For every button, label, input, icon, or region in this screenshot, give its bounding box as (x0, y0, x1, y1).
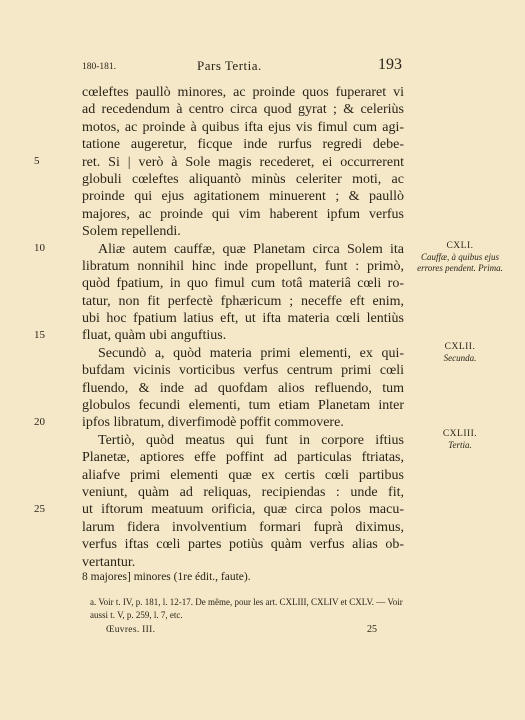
text-line: ut iftorum meatuum orificia, quæ circa polos macu- (82, 502, 404, 518)
text-line: Secundò a, quòd materia primi elementi, ex qui- (98, 345, 404, 361)
margin-note-text: Tertia. (448, 440, 472, 450)
text-line: verfus iftas cœli partes potiùs quàm verfus alias ob- (82, 537, 404, 553)
text-line: motos, ac proinde à quibus ifta ejus vis fimul cum agi- (82, 119, 404, 135)
running-header (82, 56, 402, 78)
header-page-range: 180-181. (82, 62, 117, 72)
text-line: quòd fpatium, in quo fimul cum totâ materiâ cœli ro- (82, 276, 404, 292)
text-line: aliafve primi elementi quæ ex certis cœli partibus (82, 467, 404, 483)
text-line: ipfos libratum, diverfimodè poffit commovere. (82, 415, 344, 431)
text-line: fluat, quàm ubi anguftius. (82, 328, 227, 344)
header-title: Pars Tertia. (197, 58, 262, 73)
line-number: 20 (34, 416, 45, 428)
text-line: ad recedendum à centro circa quod gyrat ; & celeriùs (82, 102, 404, 118)
page-number: 193 (378, 56, 402, 73)
text-line: globuli cœleftes aliquantò minùs celeriter moti, ac (82, 171, 404, 187)
margin-note-number: CXLII. (444, 342, 476, 352)
text-line: ret. Si | verò à Sole magis recederet, ei occurrerent (82, 154, 404, 170)
text-line: veniunt, quàm ad reliquas, recipiendas : unde fit, (82, 484, 404, 500)
text-line: Tertiò, quòd meatus qui funt in corpore iftius (98, 432, 404, 448)
margin-note (410, 241, 510, 274)
text-line: globulos fecundi elementi, tum etiam Planetam inter (82, 398, 404, 414)
text-line: majores, ac proinde qui vim haberent ipfum verfus (82, 206, 404, 222)
text-line: Solem repellendi. (82, 224, 181, 240)
main-text (82, 84, 404, 571)
volume-label: Œuvres. III. (106, 625, 156, 635)
text-line: Planetæ, aptiores effe poffint ad particulas ftriatas, (82, 450, 404, 466)
margin-note-text: Secunda. (443, 353, 477, 363)
text-line: Aliæ autem cauffæ, quæ Planetam circa Solem ita (98, 241, 404, 257)
line-number: 5 (34, 155, 40, 167)
text-line: ubi hoc fpatium latius eft, ut ifta materia cœli lentiùs (82, 311, 404, 327)
text-line: tatur, non fit perfectè fphæricum ; neceffe eft enim, (82, 293, 404, 309)
text-line: bufdam vicinis vorticibus verfus centrum primi cœli (82, 363, 404, 379)
printer-signature: 25 (367, 624, 377, 635)
line-number: 25 (34, 503, 45, 515)
line-number: 15 (34, 329, 45, 341)
text-line: libratum nonnihil hinc inde propellunt, funt : primò, (82, 258, 404, 274)
footnote-a: a. Voir t. IV, p. 181, l. 12-17. De même, pour les art. CXLIII, CXLIV et CXLV. — Voir aussi t. V, p. 259, l. 7, etc. (90, 597, 403, 620)
text-line: tatione augeretur, ficque inde rurfus regredi debe- (82, 137, 404, 153)
text-line: proinde qui ejus agitationem minuerent ; & paullò (82, 189, 404, 205)
margin-note-number: CXLIII. (442, 429, 478, 439)
variant-footnote: 8 majores] minores (1re édit., faute). (82, 571, 251, 583)
margin-note (410, 342, 510, 364)
text-line: cœleftes paullò minores, ac proinde quos fuperaret vi (82, 85, 404, 100)
line-number: 10 (34, 242, 45, 254)
text-line: vertantur. (82, 554, 136, 570)
margin-note (410, 429, 510, 451)
text-line: fluendo, & inde ad quofdam alios refluendo, tum (82, 380, 404, 396)
margin-note-number: CXLI. (446, 241, 474, 251)
margin-note-text: Cauffæ, à quibus ejus errores pendent. Prima. (417, 252, 503, 273)
text-line: larum fidera involventium formari fuprà diximus, (82, 519, 404, 535)
